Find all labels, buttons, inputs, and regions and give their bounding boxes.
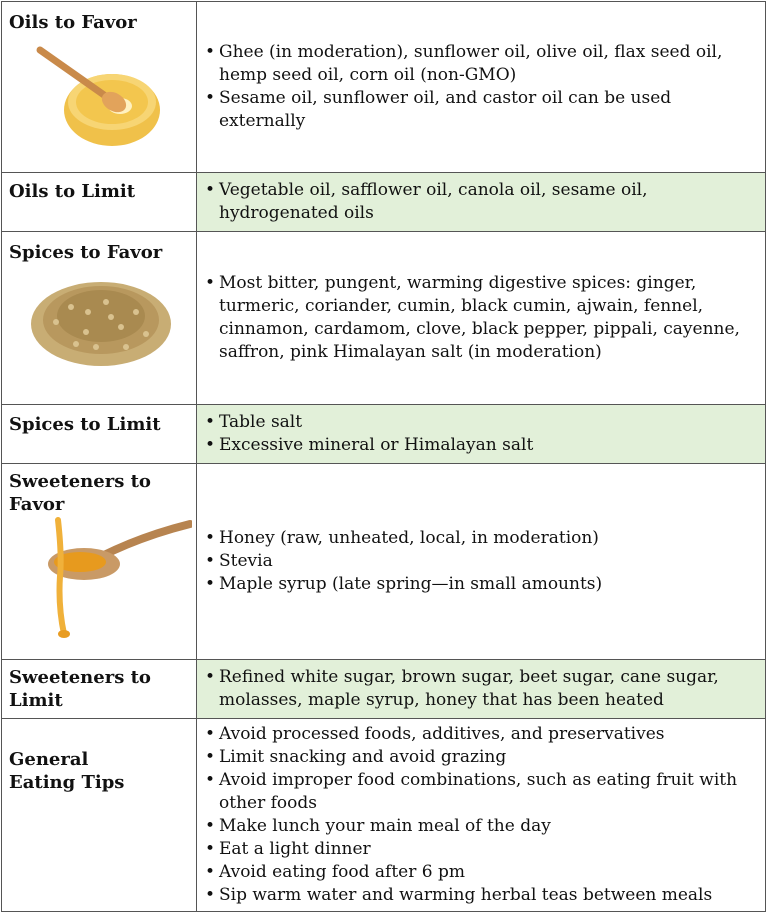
items-cell	[197, 2, 766, 173]
item-list	[197, 666, 761, 712]
category-label: General Eating Tips	[9, 749, 125, 793]
category-label: Oils to Favor	[9, 12, 137, 33]
table-row	[2, 719, 766, 912]
items-cell	[197, 719, 766, 912]
items-cell	[197, 464, 766, 660]
category-label: Spices to Favor	[9, 242, 163, 263]
item-list	[197, 411, 533, 457]
list-item: • Honey (raw, unheated, local, in moderation)	[219, 527, 602, 550]
list-item: • Sesame oil, sunflower oil, and castor oil can be used externally	[219, 87, 761, 133]
category-cell	[2, 173, 197, 232]
category-cell	[2, 660, 197, 719]
list-item: • Excessive mineral or Himalayan salt	[219, 434, 533, 457]
category-cell	[2, 719, 197, 912]
items-cell	[197, 660, 766, 719]
ghee-jar-image	[28, 40, 168, 150]
list-item: • Refined white sugar, brown sugar, beet sugar, cane sugar, molasses, maple syrup, honey that has been heated	[219, 666, 761, 712]
items-cell	[197, 405, 766, 464]
category-cell	[2, 464, 197, 660]
items-cell	[197, 173, 766, 232]
category-cell	[2, 2, 197, 173]
list-item: • Table salt	[219, 411, 533, 434]
category-label: Sweeteners to Favor	[9, 471, 151, 515]
category-cell	[2, 405, 197, 464]
item-list	[197, 179, 761, 225]
item-list	[197, 272, 761, 364]
list-item: • Make lunch your main meal of the day	[219, 815, 761, 838]
list-item: • Stevia	[219, 550, 602, 573]
list-item: • Sip warm water and warming herbal teas between meals	[219, 884, 761, 907]
category-label: Spices to Limit	[9, 414, 161, 435]
items-cell	[197, 232, 766, 405]
list-item: • Limit snacking and avoid grazing	[219, 746, 761, 769]
list-item: • Avoid processed foods, additives, and preservatives	[219, 723, 761, 746]
item-list	[197, 527, 602, 596]
item-list	[197, 723, 761, 907]
list-item: • Ghee (in moderation), sunflower oil, olive oil, flax seed oil, hemp seed oil, corn oil (non-GMO)	[219, 41, 761, 87]
table-row	[2, 405, 766, 464]
category-label: Oils to Limit	[9, 181, 136, 202]
table-row	[2, 173, 766, 232]
list-item: • Maple syrup (late spring—in small amounts)	[219, 573, 602, 596]
list-item: • Avoid eating food after 6 pm	[219, 861, 761, 884]
table-row	[2, 232, 766, 405]
category-cell	[2, 232, 197, 405]
table-row	[2, 464, 766, 660]
table-row	[2, 660, 766, 719]
category-label: Sweeteners to Limit	[9, 667, 151, 711]
table-row	[2, 2, 766, 173]
list-item: • Eat a light dinner	[219, 838, 761, 861]
list-item: • Vegetable oil, safflower oil, canola oil, sesame oil, hydrogenated oils	[219, 179, 761, 225]
list-item: • Most bitter, pungent, warming digestive spices: ginger, turmeric, coriander, cumin, black cumin, ajwain, fennel, cinnamon, cardamom, clove, black pepper, pippali, cayenne, saffron, pink Himalayan salt (in moderation)	[219, 272, 761, 364]
item-list	[197, 41, 761, 133]
honey-spoon-image	[32, 516, 192, 640]
list-item: • Avoid improper food combinations, such as eating fruit with other foods	[219, 769, 761, 815]
diet-table	[1, 1, 766, 912]
coriander-seeds-image	[26, 272, 176, 372]
